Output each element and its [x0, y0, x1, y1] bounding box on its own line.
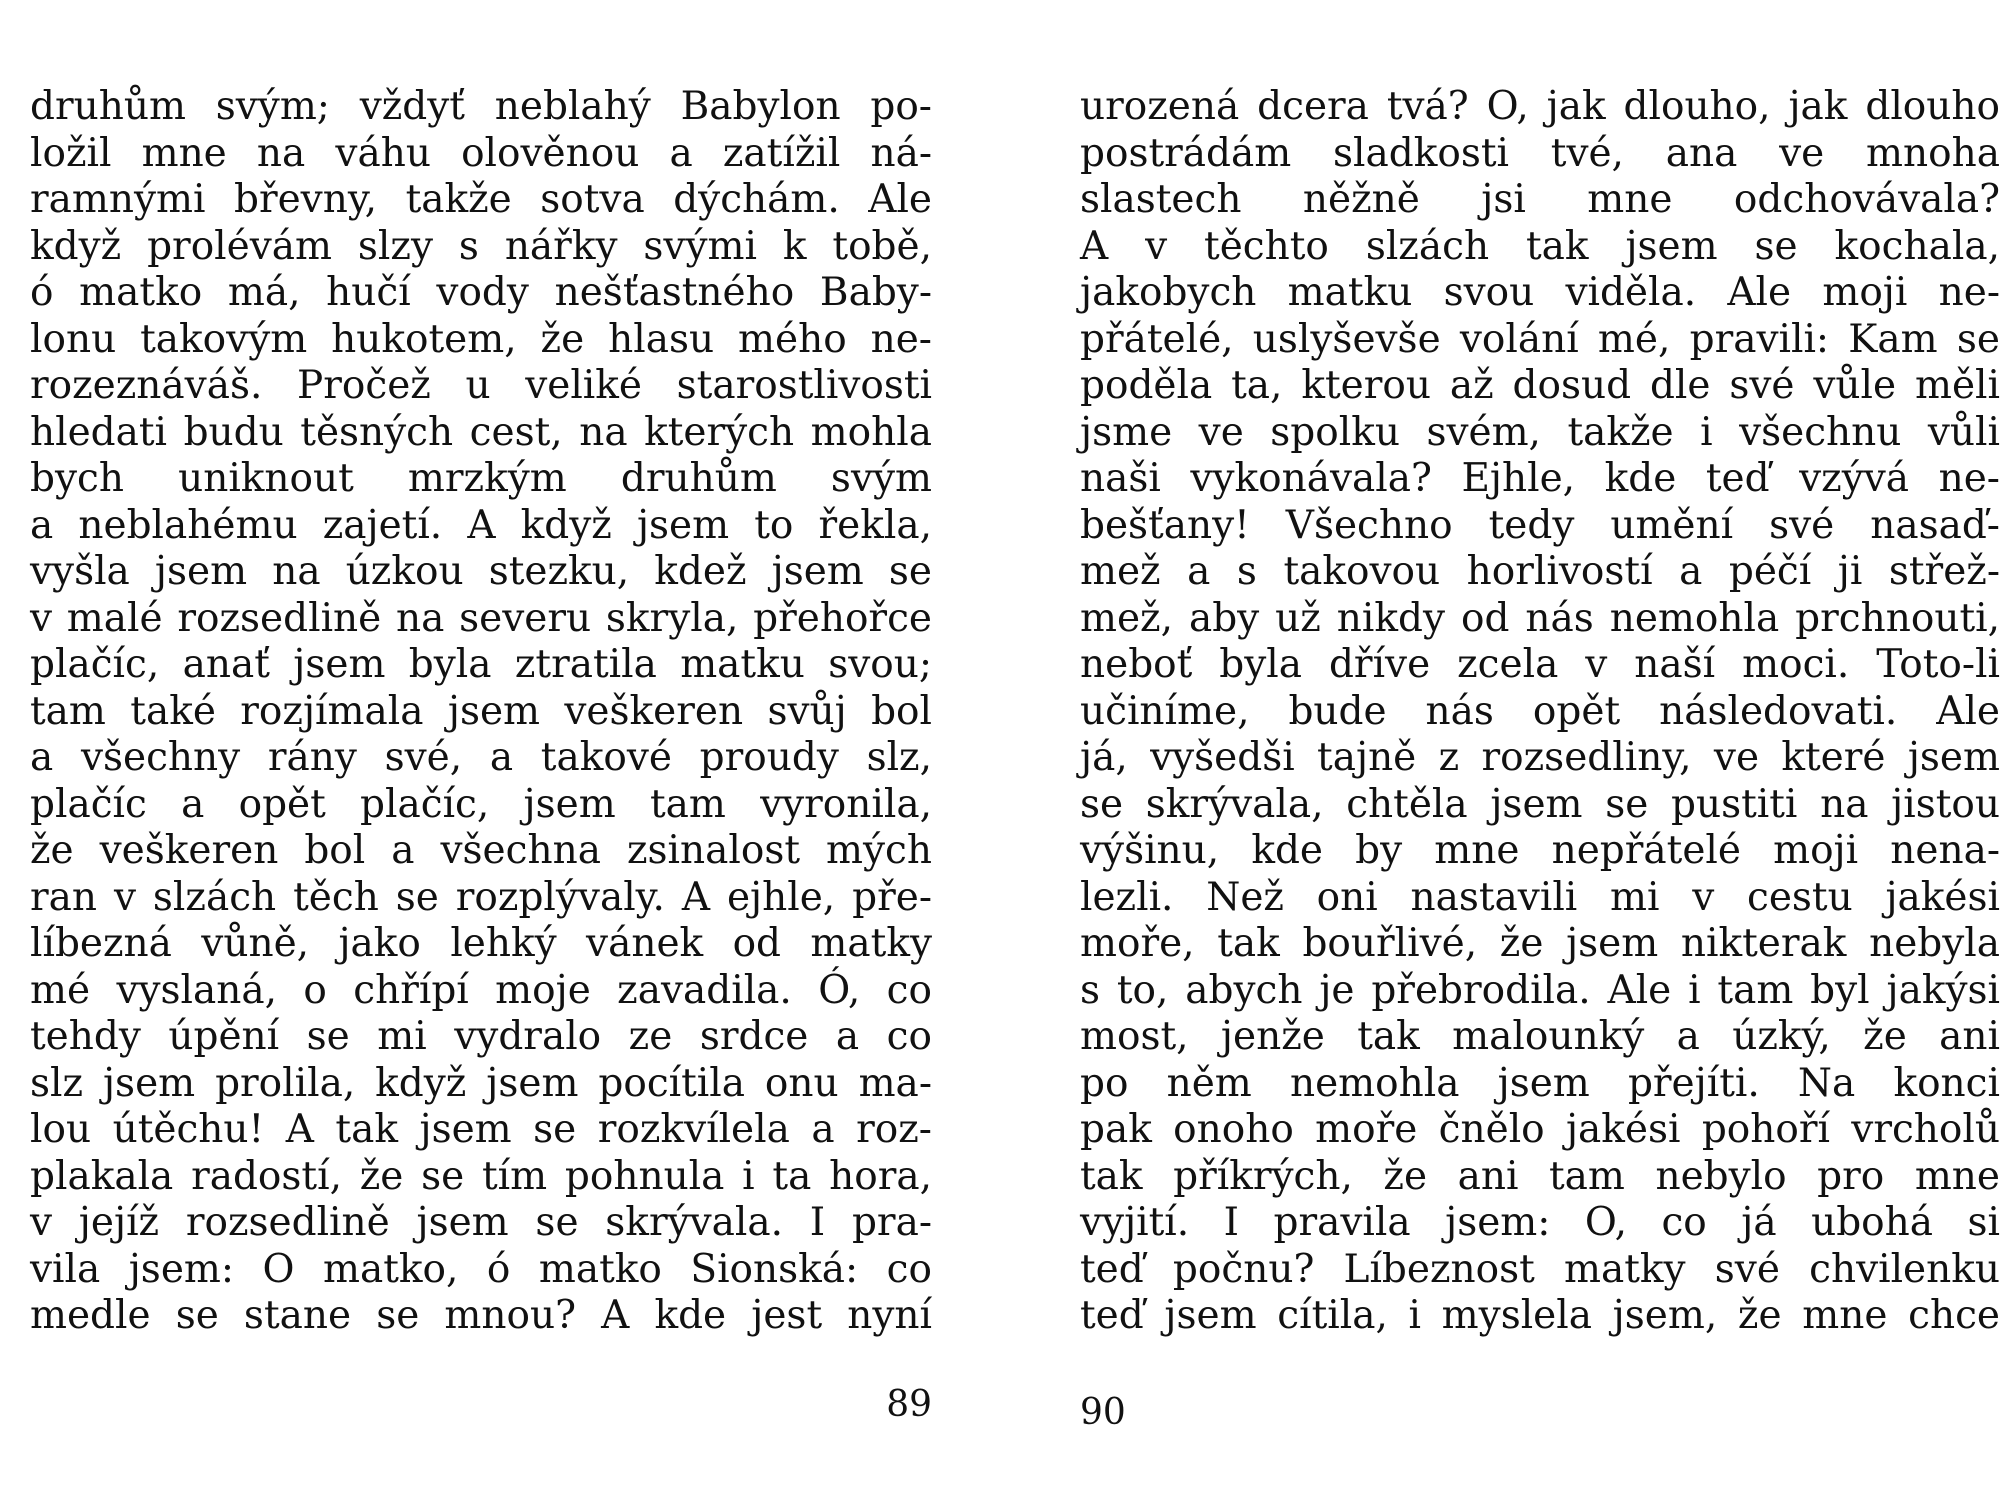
- text-line: se skrývala, chtěla jsem se pustiti na jistou: [1080, 781, 2000, 827]
- text-line: neboť byla dříve zcela v naší moci. Toto-li: [1080, 642, 2000, 687]
- text-line: naši vykonávala? Ejhle, kde teď vzývá ne-: [1080, 456, 2000, 501]
- text-line: vila jsem: O matko, ó matko Sionská: co: [30, 1246, 932, 1292]
- text-line: ran v slzách těch se rozplývaly. A ejhle, pře-: [30, 874, 932, 920]
- text-line: slz jsem prolila, když jsem pocítila onu ma-: [30, 1060, 932, 1106]
- text-line: postrádám sladkosti tvé, ana ve mnoha: [1080, 130, 2000, 176]
- text-line: hledati budu těsných cest, na kterých mohla: [30, 409, 932, 455]
- text-line: mé vyslaná, o chřípí moje zavadila. Ó, co: [30, 967, 932, 1013]
- page-number: 89: [886, 1384, 932, 1425]
- text-line: ložil mne na váhu olověnou a zatížil ná-: [30, 130, 932, 176]
- text-line: v malé rozsedlině na severu skryla, přehořce: [30, 595, 932, 641]
- text-line: a neblahému zajetí. A když jsem to řekla,: [30, 502, 932, 548]
- page-number: 90: [1080, 1392, 1126, 1433]
- text-line: bych uniknout mrzkým druhům svým: [30, 456, 932, 501]
- text-line: přátelé, uslyševše volání mé, pravili: Kam se: [1080, 316, 2000, 362]
- text-line: vyšla jsem na úzkou stezku, kdež jsem se: [30, 549, 932, 594]
- text-line: most, jenže tak malounký a úzký, že ani: [1080, 1014, 2000, 1059]
- text-line: s to, abych je přebrodila. Ale i tam byl jakýsi: [1080, 967, 2000, 1013]
- text-line: pak onoho moře čnělo jakési pohoří vrcholů: [1080, 1107, 2000, 1152]
- text-line: mež a s takovou horlivostí a péčí ji střež-: [1080, 549, 2000, 594]
- text-line: když prolévám slzy s nářky svými k tobě,: [30, 223, 932, 269]
- text-line: poděla ta, kterou až dosud dle své vůle měli: [1080, 363, 2000, 408]
- text-line: v jejíž rozsedlině jsem se skrývala. I pra-: [30, 1200, 932, 1245]
- text-line: vyjití. I pravila jsem: O, co já ubohá si: [1080, 1200, 2000, 1245]
- text-line: plačíc, anať jsem byla ztratila matku svou;: [30, 642, 932, 687]
- text-line: tak příkrých, že ani tam nebylo pro mne: [1080, 1153, 2000, 1199]
- text-line: po něm nemohla jsem přejíti. Na konci: [1080, 1060, 2000, 1106]
- text-line: učiníme, bude nás opět následovati. Ale: [1080, 688, 2000, 734]
- text-line: výšinu, kde by mne nepřátelé moji nena-: [1080, 828, 2000, 873]
- text-line: mež, aby už nikdy od nás nemohla prchnouti,: [1080, 595, 2000, 641]
- text-line: teď počnu? Líbeznost matky své chvilenku: [1080, 1246, 2000, 1292]
- right-page: [1080, 84, 2000, 1340]
- text-line: slastech něžně jsi mne odchovávala?: [1080, 177, 2000, 222]
- text-line: tam také rozjímala jsem veškeren svůj bol: [30, 688, 932, 734]
- text-line: moře, tak bouřlivé, že jsem nikterak nebyla: [1080, 921, 2000, 966]
- text-line: líbezná vůně, jako lehký vánek od matky: [30, 921, 932, 966]
- text-line: že veškeren bol a všechna zsinalost mých: [30, 828, 932, 873]
- left-page: [30, 84, 932, 1340]
- text-line: tehdy úpění se mi vydralo ze srdce a co: [30, 1014, 932, 1059]
- text-line: plačíc a opět plačíc, jsem tam vyronila,: [30, 781, 932, 827]
- text-line: medle se stane se mnou? A kde jest nyní: [30, 1293, 932, 1338]
- text-line: urozená dcera tvá? O, jak dlouho, jak dlouho: [1080, 84, 2000, 129]
- text-line: lou útěchu! A tak jsem se rozkvílela a roz-: [30, 1107, 932, 1152]
- text-line: A v těchto slzách tak jsem se kochala,: [1080, 223, 2000, 269]
- text-line: já, vyšedši tajně z rozsedliny, ve které jsem: [1080, 735, 2000, 780]
- text-line: ramnými břevny, takže sotva dýchám. Ale: [30, 177, 932, 222]
- text-line: plakala radostí, že se tím pohnula i ta hora,: [30, 1153, 932, 1199]
- text-line: teď jsem cítila, i myslela jsem, že mne chce: [1080, 1293, 2000, 1338]
- text-line: jsme ve spolku svém, takže i všechnu vůli: [1080, 409, 2000, 455]
- text-line: lonu takovým hukotem, že hlasu mého ne-: [30, 316, 932, 362]
- text-line: a všechny rány své, a takové proudy slz,: [30, 735, 932, 780]
- text-line: jakobych matku svou viděla. Ale moji ne-: [1080, 270, 2000, 315]
- text-line: bešťany! Všechno tedy umění své nasaď-: [1080, 502, 2000, 548]
- text-line: druhům svým; vždyť neblahý Babylon po-: [30, 84, 932, 129]
- text-line: lezli. Než oni nastavili mi v cestu jakési: [1080, 874, 2000, 920]
- text-line: ó matko má, hučí vody nešťastného Baby-: [30, 270, 932, 315]
- text-line: rozeznáváš. Pročež u veliké starostlivosti: [30, 363, 932, 408]
